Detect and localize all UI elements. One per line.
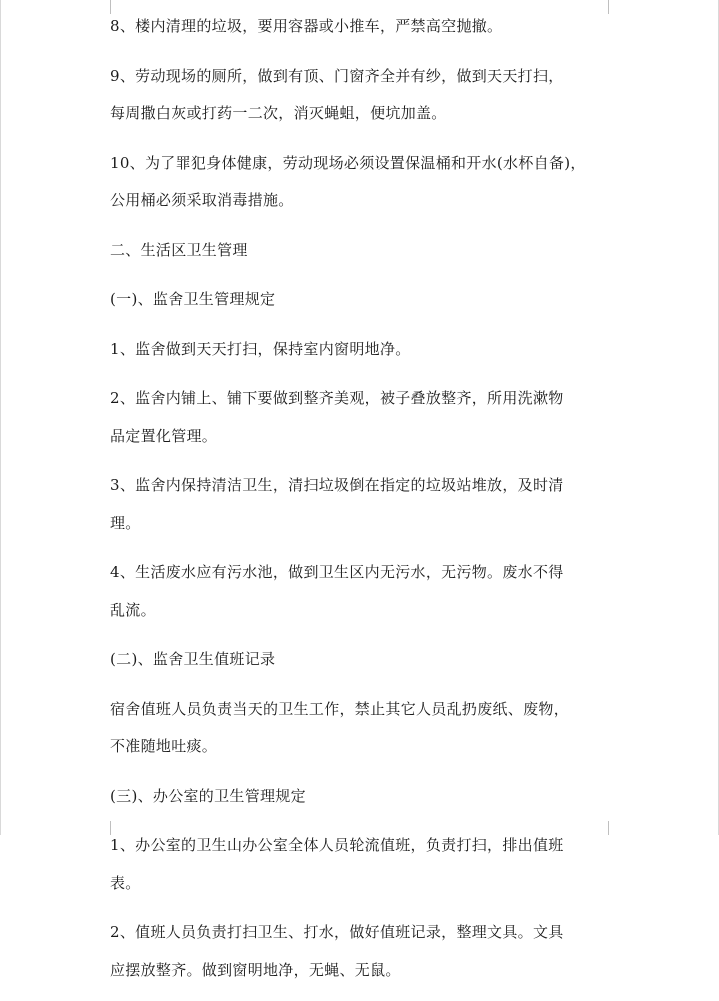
paragraph (110, 58, 610, 133)
text-line: 理。 (110, 513, 141, 532)
text-line: 公用桶必须采取消毒措施。 (110, 191, 294, 209)
text-line: (一)、监舍卫生管理规定 (110, 290, 276, 308)
text-line: 1、监舍做到天天打扫，保持室内窗明地净。 (110, 339, 411, 358)
paragraph (110, 8, 610, 46)
text-line: 8、楼内清理的垃圾，要用容器或小推车，严禁高空抛撤。 (110, 17, 503, 35)
text-line: 4、生活废水应有污水池，做到卫生区内无污水，无污物。废水不得 (110, 563, 564, 581)
margin-mark-bottom-right (608, 821, 623, 835)
text-line: 2、值班人员负责打扫卫生、打水，做好值班记录，整理文具。文具 (110, 923, 564, 941)
paragraph (110, 827, 610, 902)
text-line: 二、生活区卫生管理 (110, 240, 248, 259)
text-line: 应摆放整齐。做到窗明地净，无蝇、无鼠。 (110, 960, 401, 979)
paragraph (110, 554, 610, 629)
paragraph (110, 331, 610, 369)
margin-mark-top-right (608, 0, 623, 14)
paragraph (110, 691, 610, 766)
text-line: 宿舍值班人员负责当天的卫生工作，禁止其它人员乱扔废纸、废物， (110, 699, 570, 718)
text-line: 每周撒白灰或打药一二次，消灭蝇蛆，便坑加盖。 (110, 104, 447, 122)
margin-mark-bottom-left (96, 821, 111, 835)
paragraph (110, 281, 610, 319)
paragraph (110, 145, 610, 220)
text-line: 不准随地吐痰。 (110, 737, 218, 755)
margin-mark-top-left (96, 0, 111, 14)
paragraph (110, 778, 610, 816)
document-body (110, 8, 610, 1001)
text-line: 3、监舍内保持清洁卫生，清扫垃圾倒在指定的垃圾站堆放，及时清 (110, 476, 564, 494)
text-line: 9、劳动现场的厕所，做到有顶、门窗齐全并有纱，做到天天打扫， (110, 66, 564, 85)
text-line: 乱流。 (110, 600, 156, 619)
text-line: (二)、监舍卫生值班记录 (110, 650, 276, 668)
paragraph (110, 641, 610, 679)
text-line: 品定置化管理。 (110, 426, 218, 445)
paragraph (110, 467, 610, 542)
paragraph (110, 914, 610, 989)
text-line: 10、为了罪犯身体健康，劳动现场必须设置保温桶和开水(水杯自备)， (110, 153, 586, 172)
paragraph (110, 380, 610, 455)
text-line: 表。 (110, 873, 141, 892)
paragraph (110, 232, 610, 270)
text-line: (三)、办公室的卫生管理规定 (110, 786, 306, 805)
text-line: 2、监舍内铺上、铺下要做到整齐美观，被子叠放整齐，所用洗漱物 (110, 389, 564, 407)
text-line: 1、办公室的卫生山办公室全体人员轮流值班，负责打扫，排出值班 (110, 836, 564, 854)
